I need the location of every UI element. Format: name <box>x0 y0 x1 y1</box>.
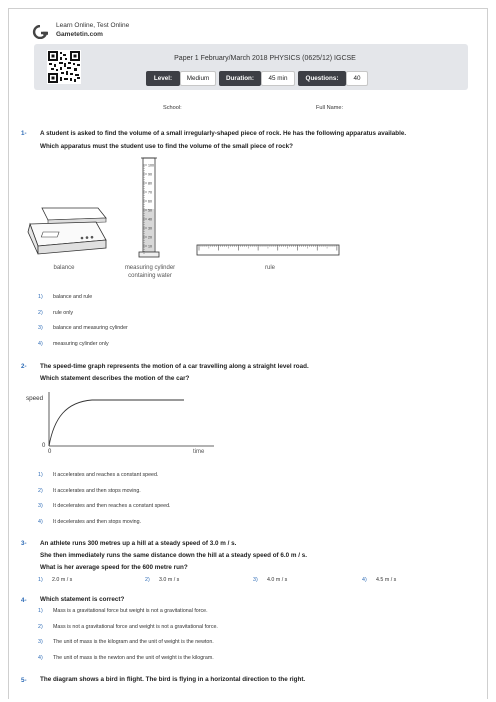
qr-code-icon <box>47 50 81 84</box>
brand-tagline: Learn Online, Test Online <box>56 22 130 29</box>
answer-option[interactable]: balance and measuring cylinder <box>53 325 128 331</box>
cylinder-tick-label: 30 <box>148 226 152 231</box>
full-name-field[interactable]: Full Name: <box>316 105 344 111</box>
option-number: 1) <box>38 608 43 614</box>
rule-illustration <box>196 243 340 257</box>
option-number: 2) <box>38 309 43 316</box>
answer-option[interactable]: It decelerates and then reaches a constant speed. <box>53 503 171 509</box>
graph-y-label: speed <box>26 395 44 402</box>
option-number: 3) <box>38 503 43 509</box>
graph-origin-y: 0 <box>42 443 46 449</box>
question-text: The speed-time graph represents the motion of a car travelling along a straight level road. <box>40 363 309 370</box>
cylinder-tick-label: 50 <box>148 208 152 213</box>
balance-illustration <box>24 202 108 262</box>
answer-option[interactable]: 4.0 m / s <box>267 577 288 583</box>
cylinder-tick-label: 90 <box>148 172 152 177</box>
balance-caption: balance <box>53 265 75 271</box>
option-number: 1) <box>38 294 43 300</box>
question-text: The diagram shows a bird in flight. The bird is flying in a horizontal direction to the right. <box>40 676 306 683</box>
level-value: Medium <box>180 71 216 86</box>
question-text: A student is asked to find the volume of a small irregularly-shaped piece of rock. He has the following apparatus available. <box>40 130 407 137</box>
option-number: 4) <box>38 340 43 347</box>
cylinder-tick-label: 40 <box>148 217 152 222</box>
answer-option[interactable]: It decelerates and then stops moving. <box>53 518 142 525</box>
cylinder-tick-label: 60 <box>148 199 152 204</box>
answer-option[interactable]: It accelerates and then stops moving. <box>53 487 141 494</box>
question-number: 5- <box>21 677 27 684</box>
question-number: 4- <box>21 597 27 604</box>
option-number: 3) <box>253 577 258 583</box>
question-number: 3- <box>21 540 27 547</box>
question-text: Which statement describes the motion of the car? <box>40 375 190 382</box>
question-text: An athlete runs 300 metres up a hill at a steady speed of 3.0 m / s. <box>40 540 237 547</box>
paper-title: Paper 1 February/March 2018 PHYSICS (0625/12) IGCSE <box>174 55 356 62</box>
option-number: 4) <box>38 654 43 661</box>
duration-value: 45 min <box>261 71 295 86</box>
answer-option[interactable]: 4.5 m / s <box>376 577 397 583</box>
option-number: 2) <box>145 577 150 583</box>
cylinder-caption-2: containing water <box>128 273 172 279</box>
answer-option[interactable]: 3.0 m / s <box>159 577 180 583</box>
rule-caption: rule <box>264 265 275 271</box>
answer-option[interactable]: Mass is a gravitational force but weight is not a gravitational force. <box>53 608 208 614</box>
answer-option[interactable]: The unit of mass is the newton and the unit of weight is the kilogram. <box>53 654 214 661</box>
question-text: Which statement is correct? <box>40 596 125 603</box>
answer-option[interactable]: Mass is not a gravitational force and weight is not a gravitational force. <box>53 623 218 630</box>
gametetin-logo-icon <box>31 25 49 39</box>
level-label: Level: <box>146 71 180 86</box>
option-number: 2) <box>38 623 43 630</box>
answer-option[interactable]: The unit of mass is the kilogram and the unit of weight is the newton. <box>53 639 214 645</box>
brand-site[interactable]: Gametetin.com <box>56 31 103 38</box>
option-number: 1) <box>38 472 43 478</box>
cylinder-tick-label: 100 <box>148 163 154 168</box>
question-text: She then immediately runs the same distance down the hill at a steady speed of 6.0 m / s. <box>40 552 307 559</box>
question-number: 1- <box>21 130 27 137</box>
option-number: 3) <box>38 325 43 331</box>
option-number: 4) <box>38 518 43 525</box>
option-number: 2) <box>38 487 43 494</box>
cylinder-tick-label: 20 <box>148 235 152 240</box>
question-text: Which apparatus must the student use to find the volume of the small piece of rock? <box>40 143 293 150</box>
graph-x-label: time <box>193 449 205 455</box>
question-text: What is her average speed for the 600 metre run? <box>40 564 188 571</box>
option-number: 4) <box>362 577 367 583</box>
cylinder-tick-label: 70 <box>148 190 152 195</box>
answer-option[interactable]: 2.0 m / s <box>52 577 73 583</box>
answer-option[interactable]: balance and rule <box>53 294 93 300</box>
cylinder-caption: measuring cylinder <box>124 265 176 271</box>
answer-option[interactable]: It accelerates and reaches a constant speed. <box>53 472 159 478</box>
cylinder-tick-label: 80 <box>148 181 152 186</box>
answer-option[interactable]: rule only <box>53 309 74 316</box>
questions-label: Questions: <box>298 71 346 86</box>
cylinder-tick-label: 10 <box>148 244 152 249</box>
school-field[interactable]: School: <box>163 105 182 111</box>
answer-option[interactable]: measuring cylinder only <box>53 340 109 347</box>
measuring-cylinder-illustration <box>138 155 162 261</box>
questions-value: 40 <box>346 71 368 86</box>
option-number: 1) <box>38 577 43 583</box>
duration-label: Duration: <box>219 71 261 86</box>
question-number: 2- <box>21 363 27 370</box>
speed-time-graph <box>24 388 214 460</box>
graph-origin-x: 0 <box>48 449 52 455</box>
option-number: 3) <box>38 639 43 645</box>
